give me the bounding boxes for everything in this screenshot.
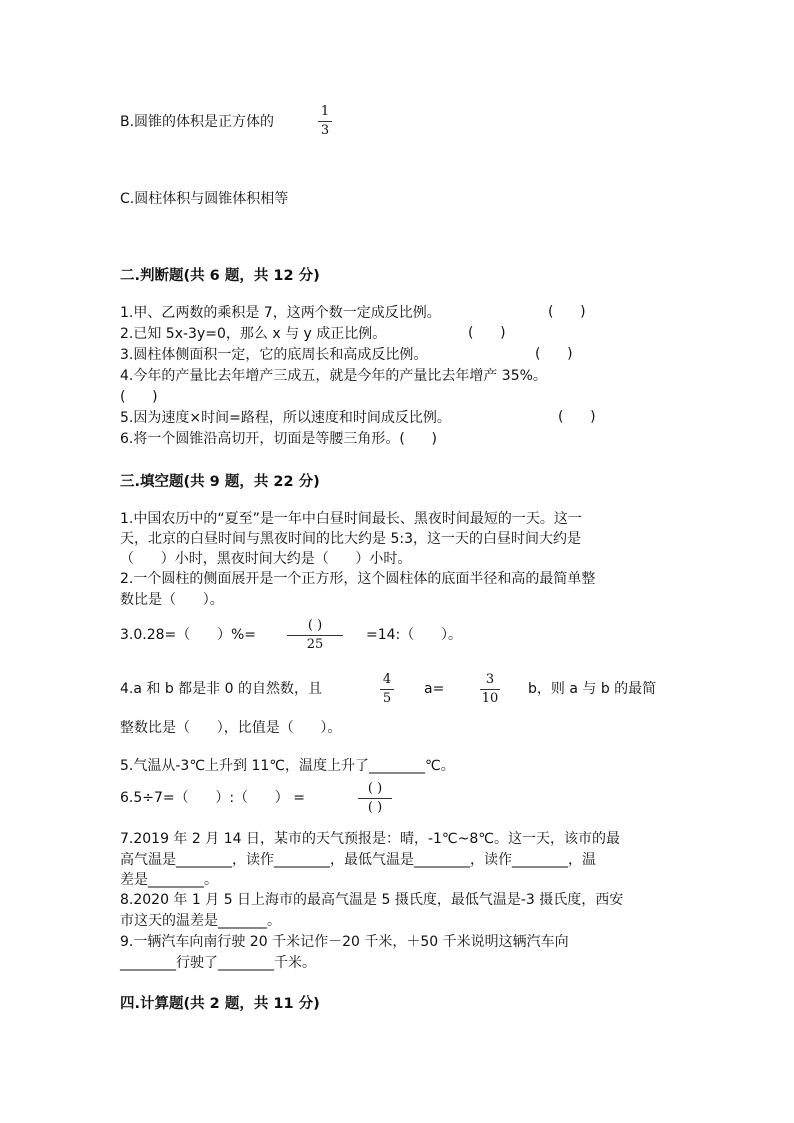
fill-q4-part3: b，则 a 与 b 的最简 [528,681,657,697]
fill-q7-line1: 7.2019 年 2 月 14 日，某市的天气预报是：晴，-1℃~8℃。这一天，该市的最 [120,831,620,847]
fill-q8-line1: 8.2020 年 1 月 5 日上海市的最高气温是 5 摄氏度，最低气温是-3 摄氏度，西安 [120,892,624,908]
fill-q4-part2: a= [424,681,445,697]
section-3-title: 三.填空题(共 9 题，共 22 分) [120,474,320,490]
option-b-fraction: 1 3 [318,104,332,139]
fill-q4-fraction-1: 4 5 [380,672,394,707]
fill-q1-line2: 天，北京的白昼时间与黑夜时间的比大约是 5:3，这一天的白昼时间大约是 [120,531,581,547]
fill-q3-fraction: ( ) 25 [287,618,343,653]
judge-item-2: 2.已知 5x-3y=0，那么 x 与 y 成正比例。 ( ) [120,325,506,342]
judge-item-4-blank: ( ) [120,389,158,405]
fill-q3-prefix: 3.0.28=（ ）%= [120,627,256,643]
section-2-title: 二.判断题(共 6 题，共 12 分) [120,268,320,284]
fill-q6-fraction: ( ) ( ) [358,781,392,816]
judge-item-3: 3.圆柱体侧面积一定，它的底周长和高成反比例。 ( ) [120,346,573,363]
judge-item-6: 6.将一个圆锥沿高切开，切面是等腰三角形。( ) [120,431,437,447]
fill-q1-line1: 1.中国农历中的“夏至”是一年中白昼时间最长、黑夜时间最短的一天。这一 [120,511,582,527]
fill-q2-line1: 2.一个圆柱的侧面展开是一个正方形，这个圆柱体的底面半径和高的最简单整 [120,571,596,587]
fill-q4-part1: 4.a 和 b 都是非 0 的自然数，且 [120,681,322,697]
fill-q7-line3: 差是________。 [120,872,218,888]
option-c: C.圆柱体积与圆锥体积相等 [120,191,289,207]
fill-q6-prefix: 6.5÷7=（ ）:（ ） = [120,790,305,806]
fill-q9-line1: 9.一辆汽车向南行驶 20 千米记作－20 千米，＋50 千米说明这辆汽车向 [120,934,569,950]
judge-item-1: 1.甲、乙两数的乘积是 7，这两个数一定成反比例。 ( ) [120,304,586,321]
section-4-title: 四.计算题(共 2 题，共 11 分) [120,996,320,1012]
fill-q4-fraction-2: 3 10 [481,672,499,706]
fill-q5: 5.气温从-3℃上升到 11℃，温度上升了________℃。 [120,758,455,774]
fill-q3-suffix: =14:（ ）。 [366,627,462,643]
option-b: B.圆锥的体积是正方体的 [120,114,275,130]
fill-q7-line2: 高气温是________，读作________，最低气温是________，读作________，温 [120,852,596,868]
fill-q8-line2: 市这天的温差是_______。 [120,913,281,929]
fill-q9-line2: ________行驶了________千米。 [120,955,316,971]
judge-item-5: 5.因为速度×时间=路程，所以速度和时间成反比例。 ( ) [120,409,596,426]
fill-q2-line2: 数比是（ ）。 [120,592,224,608]
judge-item-4: 4.今年的产量比去年增产三成五，就是今年的产量比去年增产 35%。 [120,368,547,384]
fill-q4-line2: 整数比是（ ），比值是（ ）。 [120,720,342,736]
fill-q1-line3: （ ）小时，黑夜时间大约是（ ）小时。 [120,551,412,567]
